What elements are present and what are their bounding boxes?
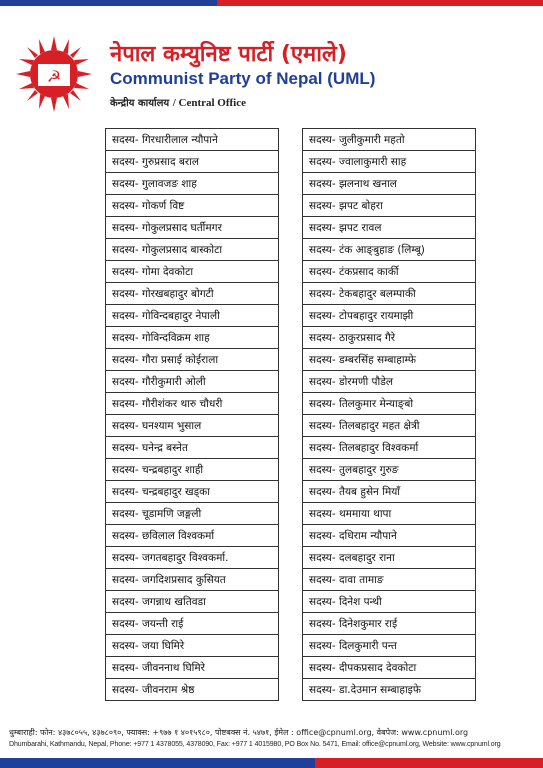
member-name-cell: सदस्य- डा.देउमान सम्बाहाइफे bbox=[303, 679, 476, 701]
member-row bbox=[106, 481, 279, 503]
member-name-cell: सदस्य- दावा तामाङ bbox=[303, 569, 476, 591]
member-name-cell: सदस्य- तिलकुमार मेन्याङ्बो bbox=[303, 393, 476, 415]
member-name-cell: सदस्य- गौरा प्रसाई कोईराला bbox=[106, 349, 279, 371]
member-name-cell: सदस्य- गिरधारीलाल न्यौपाने bbox=[106, 129, 279, 151]
member-row bbox=[303, 217, 476, 239]
svg-text:☭: ☭ bbox=[46, 67, 62, 86]
member-row bbox=[303, 635, 476, 657]
member-row bbox=[106, 173, 279, 195]
member-name-cell: सदस्य- जया घिमिरे bbox=[106, 635, 279, 657]
member-row bbox=[303, 393, 476, 415]
member-row bbox=[303, 129, 476, 151]
member-name-cell: सदस्य- जगतबहादुर विश्वकर्मा. bbox=[106, 547, 279, 569]
member-row bbox=[106, 503, 279, 525]
office-label-english: / Central Office bbox=[172, 97, 246, 109]
member-row bbox=[303, 613, 476, 635]
member-row bbox=[106, 679, 279, 701]
member-name-cell: सदस्य- गोकुलप्रसाद घर्तीमगर bbox=[106, 217, 279, 239]
member-row bbox=[106, 327, 279, 349]
member-name-cell: सदस्य- जुलीकुमारी महतो bbox=[303, 129, 476, 151]
top-color-band bbox=[0, 0, 543, 6]
member-row bbox=[106, 393, 279, 415]
member-row bbox=[106, 437, 279, 459]
member-name-cell: सदस्य- डोरमणी पौडेल bbox=[303, 371, 476, 393]
member-name-cell: सदस्य- गोकुलप्रसाद बास्कोटा bbox=[106, 239, 279, 261]
member-name-cell: सदस्य- गौरीशंकर थारु चौधरी bbox=[106, 393, 279, 415]
member-name-cell: सदस्य- गोरखबहादुर बोगटी bbox=[106, 283, 279, 305]
member-row bbox=[106, 239, 279, 261]
member-row bbox=[303, 569, 476, 591]
member-row bbox=[303, 503, 476, 525]
member-name-cell: सदस्य- झलनाथ खनाल bbox=[303, 173, 476, 195]
member-row bbox=[303, 327, 476, 349]
party-title-english: Communist Party of Nepal (UML) bbox=[110, 69, 376, 88]
member-row bbox=[303, 261, 476, 283]
member-row bbox=[106, 371, 279, 393]
member-name-cell: सदस्य- छविलाल विश्वकर्मा bbox=[106, 525, 279, 547]
member-row bbox=[303, 525, 476, 547]
member-row bbox=[303, 371, 476, 393]
member-name-cell: सदस्य- गोविन्दबहादुर नेपाली bbox=[106, 305, 279, 327]
member-row bbox=[303, 283, 476, 305]
member-name-cell: सदस्य- घनश्याम भुसाल bbox=[106, 415, 279, 437]
party-title-nepali: नेपाल कम्युनिष्ट पार्टी (एमाले) bbox=[110, 42, 347, 67]
members-table-right bbox=[302, 128, 476, 701]
member-name-cell: सदस्य- तुलबहादुर गुरुङ bbox=[303, 459, 476, 481]
member-row bbox=[106, 459, 279, 481]
member-row bbox=[303, 657, 476, 679]
bottom-color-band bbox=[0, 758, 543, 768]
member-name-cell: सदस्य- गोविन्दविक्रम शाह bbox=[106, 327, 279, 349]
member-name-cell: सदस्य- जगदिशप्रसाद कुसियत bbox=[106, 569, 279, 591]
member-name-cell: सदस्य- जीवनराम श्रेष्ठ bbox=[106, 679, 279, 701]
member-name-cell: सदस्य- चन्द्रबहादुर खड्का bbox=[106, 481, 279, 503]
member-row bbox=[106, 525, 279, 547]
member-row bbox=[106, 547, 279, 569]
member-row bbox=[303, 415, 476, 437]
member-name-cell: सदस्य- दिनेशकुमार राई bbox=[303, 613, 476, 635]
member-row bbox=[106, 613, 279, 635]
member-name-cell: सदस्य- ज्वालाकुमारी साह bbox=[303, 151, 476, 173]
member-name-cell: सदस्य- थममाया थापा bbox=[303, 503, 476, 525]
member-name-cell: सदस्य- दलबहादुर राना bbox=[303, 547, 476, 569]
member-name-cell: सदस्य- दिनेश पन्थी bbox=[303, 591, 476, 613]
member-row bbox=[303, 305, 476, 327]
member-name-cell: सदस्य- जयन्ती राई bbox=[106, 613, 279, 635]
member-name-cell: सदस्य- दिलकुमारी पन्त bbox=[303, 635, 476, 657]
member-name-cell: सदस्य- जगन्नाथ खतिवडा bbox=[106, 591, 279, 613]
member-name-cell: सदस्य- तिलबहादुर विश्वकर्मा bbox=[303, 437, 476, 459]
member-row bbox=[106, 305, 279, 327]
office-label bbox=[110, 95, 246, 109]
member-row bbox=[303, 459, 476, 481]
member-row bbox=[303, 239, 476, 261]
member-row bbox=[106, 261, 279, 283]
member-name-cell: सदस्य- जीवननाथ घिमिरे bbox=[106, 657, 279, 679]
member-row bbox=[303, 679, 476, 701]
member-name-cell: सदस्य- टंकप्रसाद कार्की bbox=[303, 261, 476, 283]
member-row bbox=[303, 437, 476, 459]
member-name-cell: सदस्य- चन्द्रबहादुर शाही bbox=[106, 459, 279, 481]
member-name-cell: सदस्य- टंक आङ्बुहाङ (लिम्बू) bbox=[303, 239, 476, 261]
members-table-left bbox=[105, 128, 279, 701]
member-name-cell: सदस्य- गोमा देवकोटा bbox=[106, 261, 279, 283]
member-row bbox=[106, 635, 279, 657]
member-name-cell: सदस्य- तैयब हुसेन मियाँ bbox=[303, 481, 476, 503]
member-name-cell: सदस्य- दधिराम न्यौपाने bbox=[303, 525, 476, 547]
member-row bbox=[106, 195, 279, 217]
member-row bbox=[303, 195, 476, 217]
member-row bbox=[106, 591, 279, 613]
member-row bbox=[303, 151, 476, 173]
member-row bbox=[303, 173, 476, 195]
footer-address-english: Dhumbarahi, Kathmandu, Nepal, Phone: +977 1 4378055, 4378090, Fax: +977 1 4015980, PO Box No. 5471, Email: office@cpnuml.org, Website: www.cpnuml.org bbox=[9, 741, 501, 748]
member-name-cell: सदस्य- घनेन्द्र बस्नेत bbox=[106, 437, 279, 459]
member-row bbox=[106, 657, 279, 679]
member-name-cell: सदस्य- गुलावजङ शाह bbox=[106, 173, 279, 195]
member-name-cell: सदस्य- दीपकप्रसाद देवकोटा bbox=[303, 657, 476, 679]
office-label-nepali: केन्द्रीय कार्यालय bbox=[110, 98, 170, 109]
member-name-cell: सदस्य- टेकबहादुर बलम्पाकी bbox=[303, 283, 476, 305]
member-name-cell: सदस्य- चूडामणि जङ्गली bbox=[106, 503, 279, 525]
member-name-cell: सदस्य- गौरीकुमारी ओली bbox=[106, 371, 279, 393]
member-name-cell: सदस्य- गुरुप्रसाद बराल bbox=[106, 151, 279, 173]
cpn-uml-sun-emblem-icon bbox=[16, 36, 92, 112]
member-row bbox=[303, 547, 476, 569]
member-row bbox=[303, 349, 476, 371]
member-row bbox=[303, 591, 476, 613]
member-name-cell: सदस्य- झपट बोहरा bbox=[303, 195, 476, 217]
member-row bbox=[106, 349, 279, 371]
member-row bbox=[106, 217, 279, 239]
member-row bbox=[106, 129, 279, 151]
member-row bbox=[106, 283, 279, 305]
member-name-cell: सदस्य- टोपबहादुर रायमाझी bbox=[303, 305, 476, 327]
member-name-cell: सदस्य- ठाकुरप्रसाद गैरे bbox=[303, 327, 476, 349]
member-name-cell: सदस्य- तिलबहादुर महत क्षेत्री bbox=[303, 415, 476, 437]
member-row bbox=[106, 415, 279, 437]
member-name-cell: सदस्य- डम्बरसिंह सम्बाहाम्फे bbox=[303, 349, 476, 371]
member-name-cell: सदस्य- गोकर्ण विष्ट bbox=[106, 195, 279, 217]
member-name-cell: सदस्य- झपट रावल bbox=[303, 217, 476, 239]
member-row bbox=[106, 151, 279, 173]
footer-address-nepali: धुम्बाराही: फोन: ४३७८०५५, ४३७८०९०, फ्याक्स: +९७७ १ ४०१५९८०, पोष्टबक्स नं. ५४७१, ईमेल : office@cpnuml.org, वेबपेज: www.cpnuml.org bbox=[9, 728, 469, 737]
member-row bbox=[106, 569, 279, 591]
member-row bbox=[303, 481, 476, 503]
